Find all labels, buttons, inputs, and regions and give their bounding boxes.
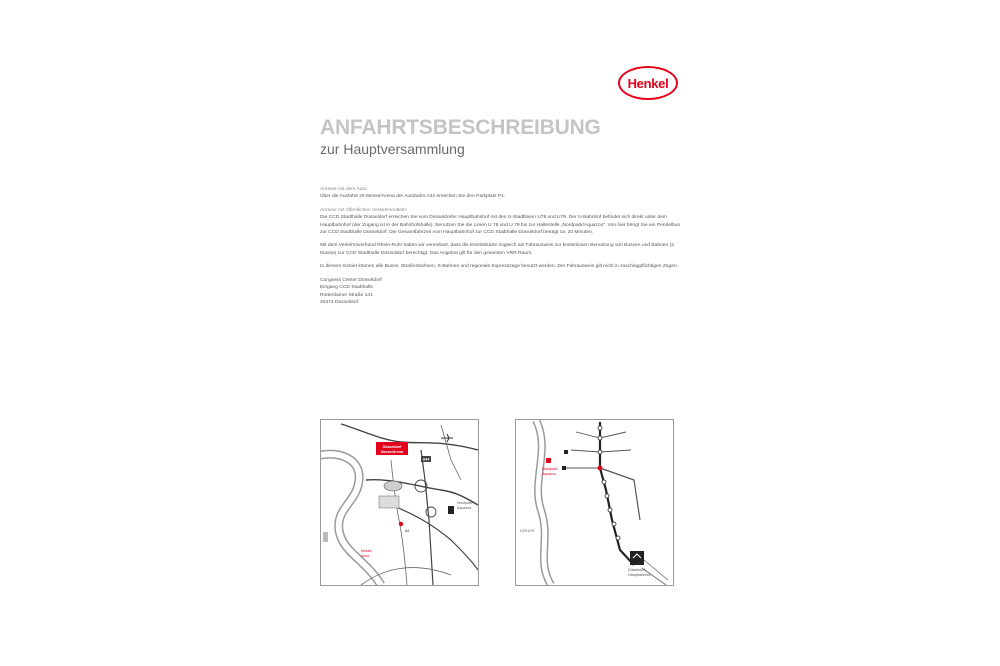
side-label: Nord bbox=[361, 554, 369, 558]
road-line bbox=[441, 425, 461, 480]
airport-icon bbox=[441, 434, 453, 442]
road-line bbox=[391, 460, 410, 585]
station-dot bbox=[598, 426, 602, 430]
station-dot bbox=[598, 450, 602, 454]
station-label: Aquazoo bbox=[542, 472, 557, 476]
station-dot-highlight bbox=[598, 466, 603, 471]
road-label: B8 bbox=[405, 529, 410, 533]
line-label: U78 U79 bbox=[520, 529, 535, 533]
station-dot bbox=[616, 536, 620, 540]
interchange bbox=[426, 507, 436, 517]
tram-line bbox=[600, 422, 634, 565]
address-line: Rotterdamer Straße 141 bbox=[320, 292, 373, 298]
page-title: ANFAHRTSBESCHREIBUNG bbox=[320, 116, 601, 139]
car-text: Über die Ausfahrt 29 Messe/Arena der Autobahn A44 erreichen Sie den Parkplatz P1. bbox=[320, 194, 506, 200]
venue-label: Messe/Arena bbox=[380, 450, 404, 454]
station-dot bbox=[598, 436, 602, 440]
car-section bbox=[320, 186, 680, 201]
station-marker bbox=[448, 506, 454, 514]
side-marker bbox=[323, 532, 328, 542]
transport-text: Die CCD Stadthalle Düsseldorf erreichen Sie vom Düsseldorfer Hauptbahnhof mit den U-Stadtlinien U78 und U79. Der U-Bahnhof befindet sich direkt unter dem Hauptbahnhof (der Zugang ist in der Bahnhofshalle). Benutzen Sie die Linien U 78 und U 79 bis zur Haltestelle „Nordpark/Aquazoo“. Von hier bringt Sie ein Pendelbus zur CCD Stadthalle Düsseldorf. Die Gesamtfahrzeit vom Hauptbahnhof zur CCD Stadthalle Düsseldorf beträgt ca. 20 Minuten. bbox=[320, 215, 680, 236]
address-line: Congress Center Düsseldorf bbox=[320, 277, 382, 283]
venue-marker bbox=[546, 458, 551, 463]
page-subtitle: zur Hauptversammlung bbox=[320, 141, 465, 157]
directions-text bbox=[320, 186, 680, 307]
road-line bbox=[341, 424, 478, 450]
hbf-marker bbox=[630, 551, 644, 565]
road-map-drawing bbox=[321, 420, 478, 585]
station-label: Nordpark/ bbox=[542, 467, 558, 471]
station-dot bbox=[608, 508, 612, 512]
transit-map bbox=[515, 419, 674, 586]
road-map bbox=[320, 419, 479, 586]
car-heading: Anreise mit dem Auto: bbox=[320, 187, 368, 192]
address-line: Eingang CCD Stadthalle bbox=[320, 285, 374, 291]
motorway-badge-label: A44 bbox=[422, 457, 430, 462]
address-block bbox=[320, 277, 680, 307]
station-dot bbox=[605, 494, 609, 498]
ticket-section bbox=[320, 242, 680, 257]
station-label: Nordpark/ bbox=[457, 501, 473, 505]
side-label: Messe bbox=[361, 549, 372, 553]
river-shape bbox=[321, 454, 381, 585]
transit-map-drawing bbox=[516, 420, 673, 585]
validity-section bbox=[320, 263, 680, 270]
ticket-text: Mit dem Verkehrsverbund Rhein-Ruhr haben wir vereinbart, dass die Eintrittskarte zugleich als Fahrausweis zur kostenlosen Benutzung von Bussen und Bahnen (2. Klasse) zur CCD Stadthalle Düsseldorf berechtigt. Das Angebot gilt für den gesamten VRR-Raum. bbox=[320, 243, 676, 256]
arena-building bbox=[384, 481, 402, 491]
logo-text: Henkel bbox=[627, 75, 669, 91]
station-label: Aquazoo bbox=[457, 506, 472, 510]
hbf-label: Düsseldorf bbox=[628, 568, 646, 572]
venue-label: Düsseldorf bbox=[382, 445, 402, 449]
validity-text: In diesem Gebiet können alle Busse, Straßenbahnen, S-Bahnen und regionale Expresszüge benutzt werden. Der Fahrausweis gilt nicht in zuschlagpflichtigen Zügen. bbox=[320, 264, 679, 270]
hbf-label: Hauptbahnhof bbox=[628, 573, 651, 577]
address-line: 40474 Düsseldorf bbox=[320, 300, 359, 306]
transport-heading: Anreise mit öffentlichen Verkehrsmitteln: bbox=[320, 207, 408, 213]
river-inner bbox=[321, 454, 381, 585]
road-line bbox=[421, 450, 433, 585]
landmark-marker bbox=[562, 466, 566, 470]
transport-section bbox=[320, 207, 680, 237]
hall-building bbox=[379, 496, 399, 508]
henkel-logo bbox=[618, 66, 678, 100]
station-dot bbox=[612, 522, 616, 526]
parking-pin bbox=[399, 522, 403, 526]
station-dot bbox=[602, 480, 606, 484]
landmark-marker bbox=[564, 450, 568, 454]
